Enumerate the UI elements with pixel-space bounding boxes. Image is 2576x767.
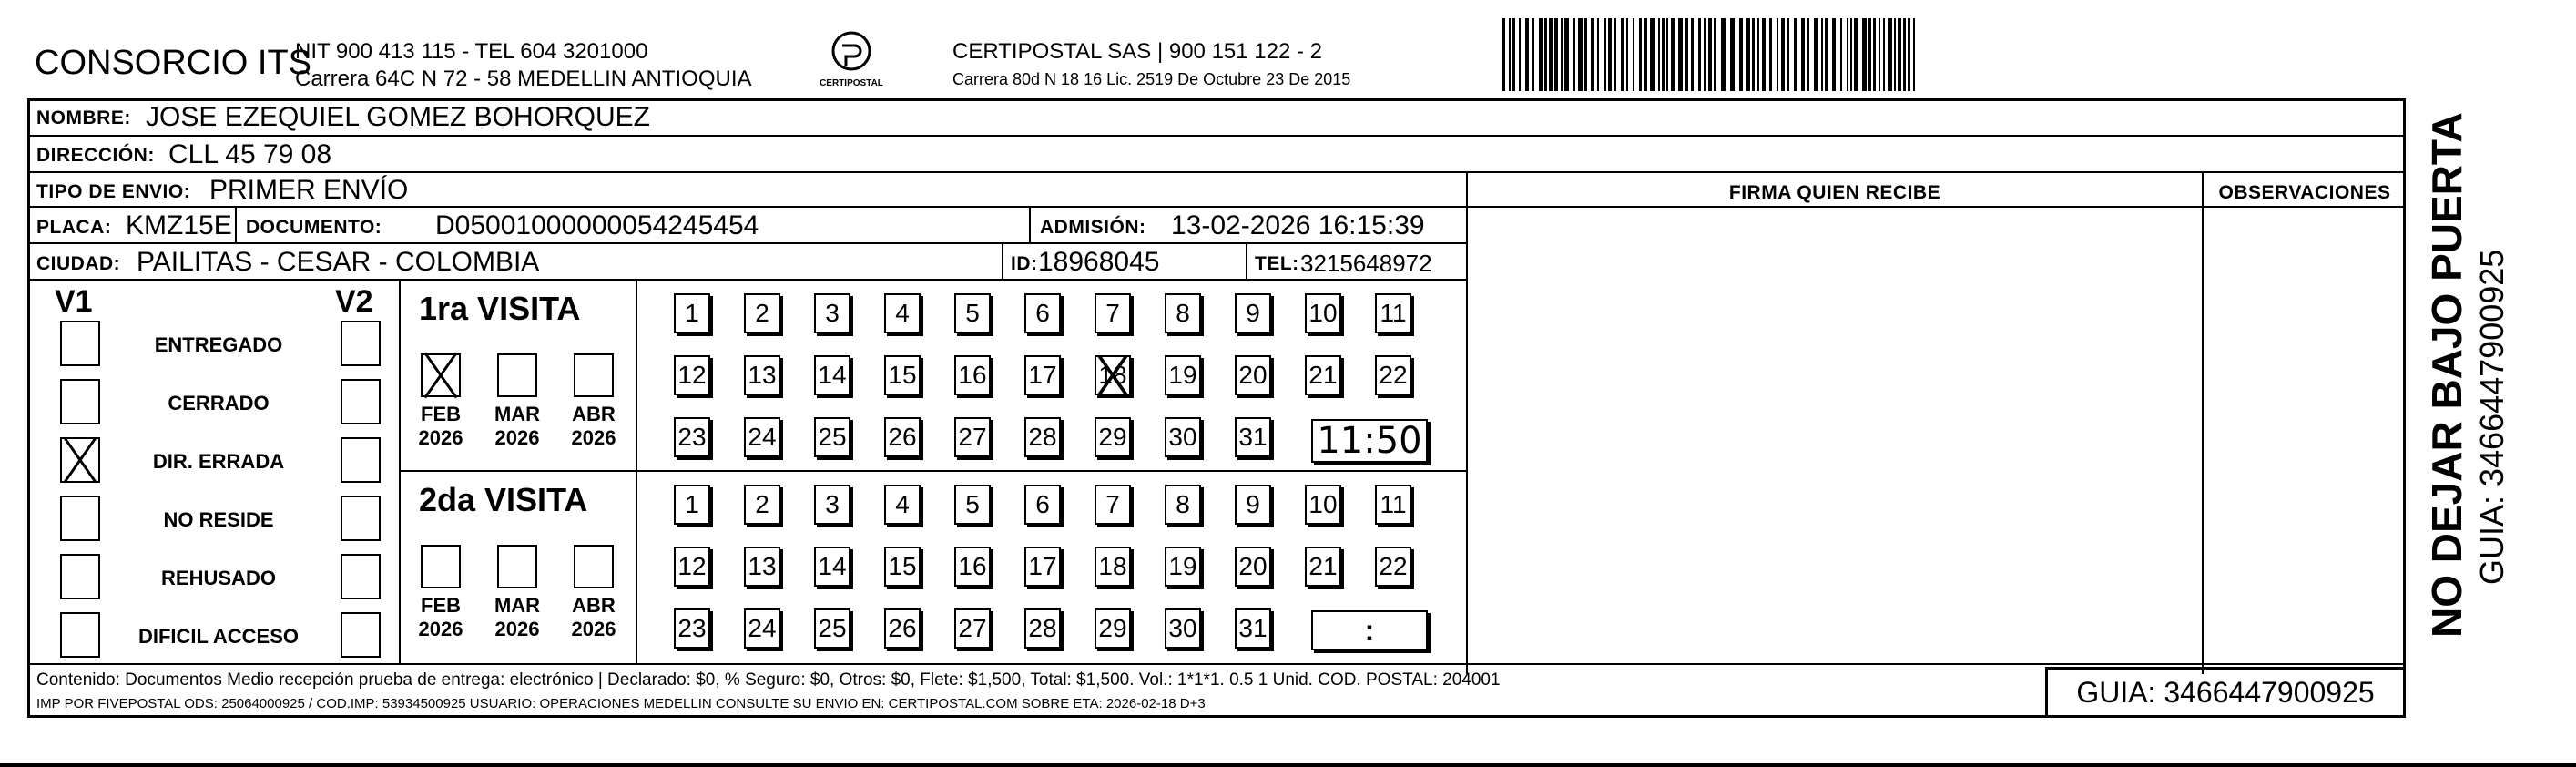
nombre-label: NOMBRE:	[36, 107, 131, 128]
month-checkbox[interactable]	[421, 353, 461, 397]
day-box[interactable]: 24	[744, 417, 780, 457]
id-label: ID:	[1011, 253, 1038, 274]
placa-value: KMZ15E	[126, 210, 232, 240]
v2-checkbox[interactable]	[341, 496, 381, 541]
second-visit-title: 2da VISITA	[419, 481, 588, 518]
day-box[interactable]: 28	[1024, 608, 1061, 649]
day-box[interactable]: 19	[1165, 547, 1201, 587]
day-box[interactable]: 21	[1305, 547, 1341, 587]
day-box[interactable]: 12	[674, 355, 710, 395]
month-label: MAR 2026	[494, 403, 541, 449]
day-box[interactable]: 29	[1095, 608, 1131, 649]
nit-line: NIT 900 413 115 - TEL 604 3201000	[295, 39, 648, 64]
day-box[interactable]: 18	[1095, 547, 1131, 587]
day-box[interactable]: 16	[954, 547, 991, 587]
footer-imp: IMP POR FIVEPOSTAL ODS: 25064000925 / COD.IMP: 53934500925 USUARIO: OPERACIONES MEDELLIN CONSULTE SU ENVIO EN: CERTIPOSTAL.COM SOBRE ETA: 2026-02-18 D+3	[36, 696, 1206, 711]
logo-text: CERTIPOSTAL	[820, 78, 883, 88]
v1-checkbox[interactable]	[60, 437, 100, 483]
day-box[interactable]: 1	[674, 485, 710, 525]
day-box[interactable]: 7	[1095, 293, 1131, 333]
day-box[interactable]: 5	[954, 485, 991, 525]
second-visit-block	[401, 472, 1466, 663]
day-box[interactable]: 17	[1024, 547, 1061, 587]
v1-checkbox[interactable]	[60, 554, 100, 599]
day-box[interactable]: 8	[1165, 293, 1201, 333]
day-box[interactable]: 2	[744, 293, 780, 333]
day-box[interactable]: 13	[744, 547, 780, 587]
day-box[interactable]: 30	[1165, 608, 1201, 649]
month-checkbox[interactable]	[497, 545, 537, 588]
row-nombre	[27, 98, 2406, 137]
day-box[interactable]: 29	[1095, 417, 1131, 457]
v2-checkbox[interactable]	[341, 379, 381, 424]
v1-label: V1	[55, 284, 93, 319]
status-option-label: ENTREGADO	[154, 333, 283, 356]
v1-checkbox[interactable]	[60, 379, 100, 424]
day-box[interactable]: 23	[674, 417, 710, 457]
day-box[interactable]: 11	[1375, 293, 1411, 333]
certipostal-line: CERTIPOSTAL SAS | 900 151 122 - 2	[952, 39, 1322, 64]
day-box[interactable]: 6	[1024, 293, 1061, 333]
status-option-label: REHUSADO	[161, 567, 276, 589]
v1-checkbox[interactable]	[60, 321, 100, 366]
placa-label: PLACA:	[36, 217, 112, 238]
documento-label: DOCUMENTO:	[246, 217, 382, 238]
day-box[interactable]: 31	[1235, 417, 1271, 457]
day-box[interactable]: 14	[814, 547, 850, 587]
address-line: Carrera 64C N 72 - 58 MEDELLIN ANTIOQUIA	[295, 66, 752, 91]
day-box[interactable]: 21	[1305, 355, 1341, 395]
day-box[interactable]: 7	[1095, 485, 1131, 525]
month-checkbox[interactable]	[421, 545, 461, 588]
day-box[interactable]: 25	[814, 608, 850, 649]
tel-label: TEL:	[1255, 253, 1299, 274]
day-box[interactable]: 30	[1165, 417, 1201, 457]
company-info	[295, 38, 752, 93]
month-label: MAR 2026	[494, 594, 541, 640]
id-value: 18968045	[1038, 247, 1160, 277]
v2-checkbox[interactable]	[341, 437, 381, 483]
day-box[interactable]: 26	[884, 608, 921, 649]
status-option-label: NO RESIDE	[163, 508, 274, 531]
row-placa	[27, 208, 1468, 244]
day-box[interactable]: 26	[884, 417, 921, 457]
v2-checkbox[interactable]	[341, 612, 381, 658]
day-box[interactable]: 22	[1375, 355, 1411, 395]
first-time-box[interactable]: 11:50	[1311, 419, 1428, 463]
company-name: CONSORCIO ITS	[35, 44, 312, 82]
bottom-border	[0, 763, 2576, 767]
admision-value: 13-02-2026 16:15:39	[1171, 210, 1425, 240]
certipostal-logo	[810, 27, 892, 93]
day-box[interactable]: 31	[1235, 608, 1271, 649]
day-box[interactable]: 14	[814, 355, 850, 395]
day-box[interactable]: 1	[674, 293, 710, 333]
day-box[interactable]: 16	[954, 355, 991, 395]
status-option-label: DIFICIL ACCESO	[137, 625, 299, 648]
second-time-box[interactable]: :	[1311, 610, 1428, 650]
month-label: ABR 2026	[571, 403, 616, 449]
day-box[interactable]: 5	[954, 293, 991, 333]
v2-checkbox[interactable]	[341, 554, 381, 599]
status-option-label: CERRADO	[168, 392, 270, 414]
day-box[interactable]: 6	[1024, 485, 1061, 525]
v1-checkbox[interactable]	[60, 496, 100, 541]
v2-checkbox[interactable]	[341, 321, 381, 366]
day-box[interactable]: 25	[814, 417, 850, 457]
nombre-value: JOSE EZEQUIEL GOMEZ BOHORQUEZ	[146, 102, 650, 132]
obs-divider	[2202, 173, 2204, 674]
month-label: ABR 2026	[571, 594, 616, 640]
day-box[interactable]: 9	[1235, 293, 1271, 333]
month-checkbox[interactable]	[574, 353, 614, 397]
admision-label: ADMISIÓN:	[1040, 217, 1146, 238]
day-box[interactable]: 27	[954, 608, 991, 649]
day-box[interactable]: 4	[884, 293, 921, 333]
day-box[interactable]: 2	[744, 485, 780, 525]
day-box[interactable]: 28	[1024, 417, 1061, 457]
status-option-label: DIR. ERRADA	[152, 450, 285, 473]
obs-label: OBSERVACIONES	[2218, 182, 2391, 203]
firma-label: FIRMA QUIEN RECIBE	[1728, 182, 1941, 203]
v2-label: V2	[335, 284, 373, 319]
barcode	[1502, 18, 2231, 91]
month-checkbox[interactable]	[497, 353, 537, 397]
certipostal-info	[952, 38, 1350, 93]
day-box[interactable]: 12	[674, 547, 710, 587]
footer-guia: GUIA: 3466447900925	[2045, 667, 2406, 718]
day-box[interactable]: 27	[954, 417, 991, 457]
month-label: FEB 2026	[418, 403, 463, 449]
day-box[interactable]: 17	[1024, 355, 1061, 395]
status-block	[27, 281, 401, 663]
day-box[interactable]: 24	[744, 608, 780, 649]
month-checkbox[interactable]	[574, 545, 614, 588]
tel-value: 3215648972	[1300, 250, 1432, 277]
day-box[interactable]: 18	[1095, 355, 1131, 395]
day-box[interactable]: 10	[1305, 485, 1341, 525]
side-warning: NO DEJAR BAJO PUERTA	[2423, 112, 2470, 638]
footer-contenido: Contenido: Documentos Medio recepción prueba de entrega: electrónico | Declarado: $0, % Seguro: $0, Otros: $0, Flete: $1,500, Total: $1,500. Vol.: 1*1*1. 0.5 1 Unid. COD. POSTAL: 204001	[36, 670, 1501, 690]
day-box[interactable]: 15	[884, 355, 921, 395]
day-box[interactable]: 10	[1305, 293, 1341, 333]
month-label: FEB 2026	[418, 594, 463, 640]
day-box[interactable]: 11	[1375, 485, 1411, 525]
tipo-value: PRIMER ENVÍO	[209, 175, 409, 205]
v1-checkbox[interactable]	[60, 612, 100, 658]
day-box[interactable]: 23	[674, 608, 710, 649]
day-box[interactable]: 15	[884, 547, 921, 587]
side-guia: GUIA: 3466447900925	[2473, 249, 2510, 585]
first-visit-title: 1ra VISITA	[419, 290, 581, 327]
ciudad-label: CIUDAD:	[36, 253, 121, 274]
day-box[interactable]: 22	[1375, 547, 1411, 587]
day-box[interactable]: 3	[814, 293, 850, 333]
row-direccion	[27, 137, 2406, 173]
tipo-label: TIPO DE ENVIO:	[36, 181, 191, 202]
certipostal-sub: Carrera 80d N 18 16 Lic. 2519 De Octubre 23 De 2015	[952, 70, 1351, 88]
row-tipo	[27, 173, 1468, 208]
first-visit-block	[401, 281, 1466, 472]
documento-value: D05001000000054245454	[435, 210, 759, 240]
day-box[interactable]: 3	[814, 485, 850, 525]
day-box[interactable]: 8	[1165, 485, 1201, 525]
day-box[interactable]: 4	[884, 485, 921, 525]
day-box[interactable]: 13	[744, 355, 780, 395]
day-box[interactable]: 20	[1235, 355, 1271, 395]
row-ciudad	[27, 244, 1468, 281]
ciudad-value: PAILITAS - CESAR - COLOMBIA	[137, 247, 540, 277]
direccion-label: DIRECCIÓN:	[36, 145, 155, 166]
day-box[interactable]: 20	[1235, 547, 1271, 587]
day-box[interactable]: 19	[1165, 355, 1201, 395]
direccion-value: CLL 45 79 08	[168, 139, 332, 169]
day-box[interactable]: 9	[1235, 485, 1271, 525]
